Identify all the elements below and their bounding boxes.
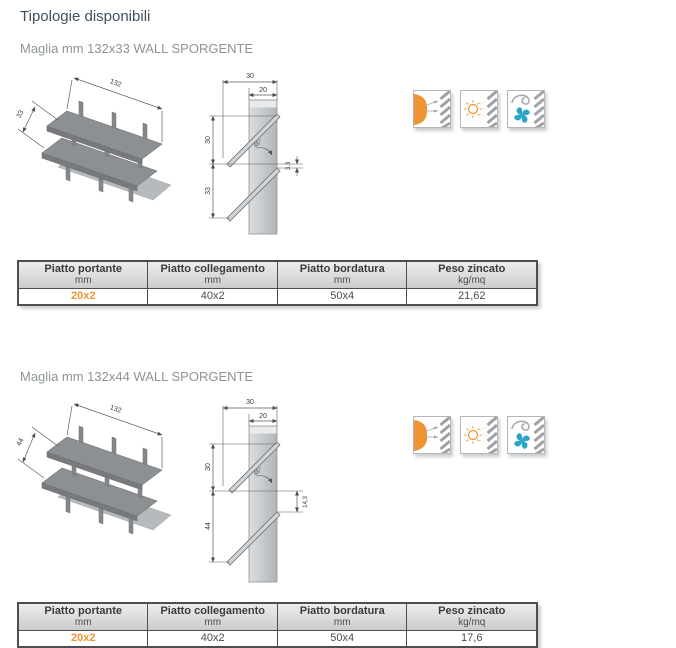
dim-length-label: 132 [108, 404, 123, 415]
dim-angle: 45° [252, 467, 264, 478]
value-piatto-bordatura: 50x4 [277, 631, 407, 648]
dim-offset: 14,3 [303, 496, 309, 508]
sun-light-icon [460, 416, 498, 454]
dim-lower-height: 33 [205, 187, 212, 195]
value-piatto-collegamento: 40x2 [148, 289, 278, 306]
page-title: Tipologie disponibili [20, 8, 151, 25]
ventilation-fan-icon [507, 90, 545, 128]
cross-section-drawing [199, 392, 321, 593]
col-header: Piatto collegamento mm [148, 603, 278, 631]
value-piatto-collegamento: 40x2 [148, 631, 278, 648]
dim-pitch-label: 33 [15, 109, 26, 120]
figures-row [15, 68, 656, 246]
solar-shading-icon [413, 416, 451, 454]
solar-shading-icon [413, 90, 451, 128]
dim-outer-width: 30 [246, 73, 254, 80]
value-piatto-portante: 20x2 [18, 289, 148, 306]
dim-length-label: 132 [108, 78, 123, 89]
performance-icons [413, 90, 545, 128]
dim-upper-height: 30 [205, 136, 212, 144]
isometric-drawing [14, 68, 199, 223]
spec-table-132x33 [17, 260, 538, 306]
cross-section-drawing [199, 66, 321, 245]
col-header: Peso zincato kg/mq [407, 261, 537, 289]
section-heading: Maglia mm 132x33 WALL SPORGENTE [20, 41, 254, 56]
value-piatto-portante: 20x2 [18, 631, 148, 648]
value-piatto-bordatura: 50x4 [277, 289, 407, 306]
dim-outer-width: 30 [246, 399, 254, 406]
dim-lower-height: 44 [205, 522, 212, 530]
col-header: Piatto bordatura mm [277, 603, 407, 631]
col-header: Piatto bordatura mm [277, 261, 407, 289]
isometric-drawing [14, 394, 199, 559]
spec-table-132x44 [17, 602, 538, 648]
ventilation-fan-icon [507, 416, 545, 454]
dim-upper-height: 30 [205, 463, 212, 471]
performance-icons [413, 416, 545, 454]
table-row [18, 289, 537, 306]
figures-row [15, 394, 656, 594]
col-header: Piatto portante mm [18, 261, 148, 289]
section-132x44 [15, 369, 656, 648]
dim-pitch-label: 44 [15, 437, 26, 448]
sun-light-icon [460, 90, 498, 128]
dim-angle: 45° [252, 139, 264, 150]
table-row [18, 631, 537, 648]
value-peso-zincato: 21,62 [407, 289, 537, 306]
section-132x33 [15, 41, 656, 306]
col-header: Peso zincato kg/mq [407, 603, 537, 631]
col-header: Piatto portante mm [18, 603, 148, 631]
col-header: Piatto collegamento mm [148, 261, 278, 289]
section-heading: Maglia mm 132x44 WALL SPORGENTE [20, 369, 254, 384]
dim-inner-width: 20 [259, 87, 267, 94]
dim-offset: 3,3 [286, 161, 292, 171]
value-peso-zincato: 17,6 [407, 631, 537, 648]
dim-inner-width: 20 [259, 413, 267, 420]
